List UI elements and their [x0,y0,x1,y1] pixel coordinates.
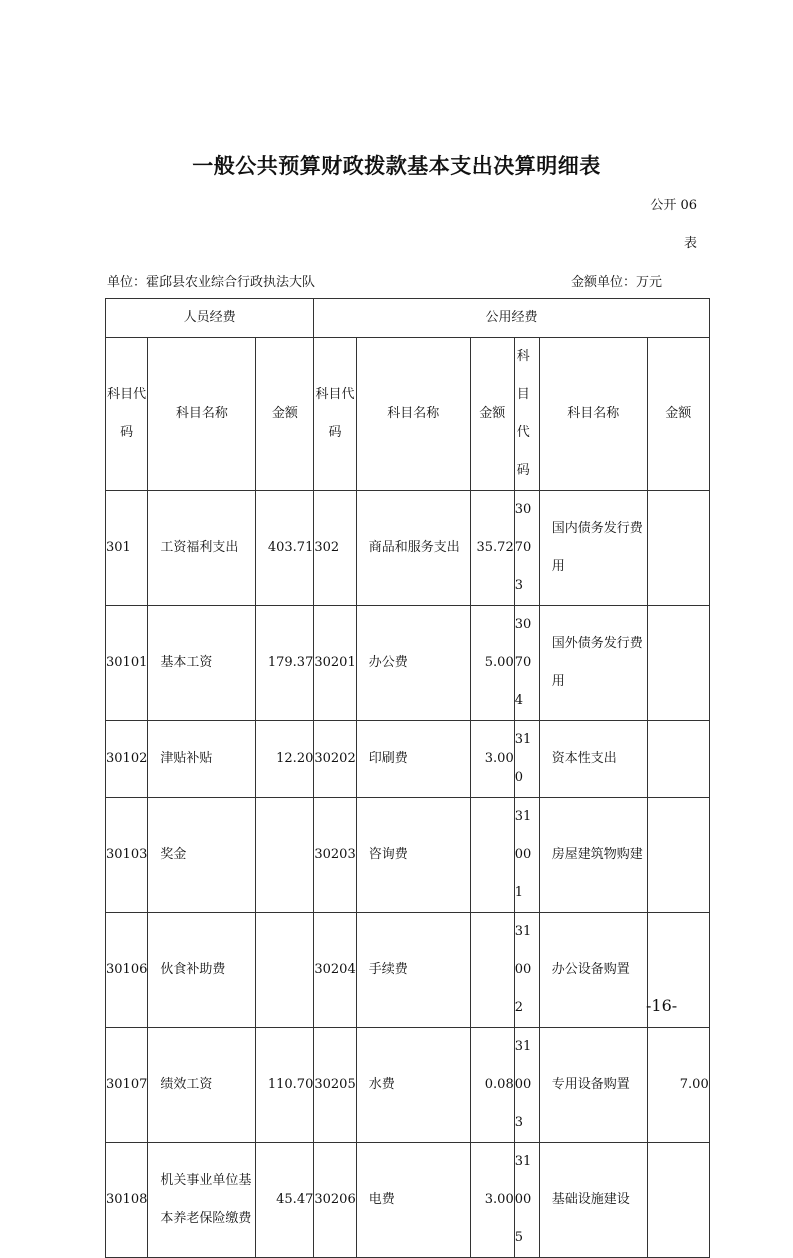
table-code-suffix: 表 [683,236,697,251]
capital-amount [647,721,709,798]
public-code: 30206 [314,1143,356,1258]
personnel-code: 301 [106,491,148,606]
personnel-name: 津贴补贴 [148,721,256,798]
personnel-name: 绩效工资 [148,1028,256,1143]
table-row [106,606,710,721]
capital-name: 资本性支出 [539,721,647,798]
money-unit-label: 金额单位：万元 [571,275,663,290]
personnel-amount: 12.20 [256,721,314,798]
capital-name: 办公设备购置 [539,913,647,1028]
capital-amount [647,798,709,913]
capital-amount [647,606,709,721]
header-name: 科目名称 [148,338,256,491]
public-code: 30203 [314,798,356,913]
personnel-name: 基本工资 [148,606,256,721]
capital-name: 国内债务发行费用 [539,491,647,606]
public-code: 30201 [314,606,356,721]
capital-amount [647,491,709,606]
personnel-name: 奖金 [148,798,256,913]
unit-label: 单位：霍邱县农业综合行政执法大队 [107,275,316,290]
group-personnel: 人员经费 [106,299,314,338]
header-code: 科目代码 [314,338,356,491]
personnel-amount: 403.71 [256,491,314,606]
table-row [106,721,710,798]
public-amount [470,798,514,913]
public-amount: 0.08 [470,1028,514,1143]
capital-code: 31003 [514,1028,539,1143]
public-code: 30204 [314,913,356,1028]
header-amount: 金额 [647,338,709,491]
public-name: 电费 [356,1143,470,1258]
personnel-amount [256,798,314,913]
public-amount: 3.00 [470,1143,514,1258]
header-amount: 金额 [256,338,314,491]
header-amount: 金额 [470,338,514,491]
public-amount [470,913,514,1028]
public-code: 302 [314,491,356,606]
capital-amount: 7.00 [647,1028,709,1143]
page-title: 一般公共预算财政拨款基本支出决算明细表 [192,154,601,178]
expenditure-table [105,298,710,1258]
public-name: 办公费 [356,606,470,721]
personnel-name: 伙食补助费 [148,913,256,1028]
personnel-code: 30101 [106,606,148,721]
personnel-code: 30108 [106,1143,148,1258]
capital-code: 31002 [514,913,539,1028]
capital-code: 30704 [514,606,539,721]
personnel-code: 30106 [106,913,148,1028]
public-code: 30205 [314,1028,356,1143]
capital-code: 30703 [514,491,539,606]
public-amount: 5.00 [470,606,514,721]
public-amount: 3.00 [470,721,514,798]
public-name: 印刷费 [356,721,470,798]
public-name: 咨询费 [356,798,470,913]
public-amount: 35.72 [470,491,514,606]
capital-code: 31001 [514,798,539,913]
table-row [106,913,710,1028]
table-code: 公开 06 [650,198,697,213]
group-public: 公用经费 [314,299,709,338]
personnel-name: 机关事业单位基本养老保险缴费 [148,1143,256,1258]
capital-name: 房屋建筑物购建 [539,798,647,913]
header-name: 科目名称 [539,338,647,491]
capital-amount [647,1143,709,1258]
public-name: 商品和服务支出 [356,491,470,606]
public-name: 水费 [356,1028,470,1143]
personnel-amount: 45.47 [256,1143,314,1258]
public-code: 30202 [314,721,356,798]
table-row [106,491,710,606]
public-name: 手续费 [356,913,470,1028]
personnel-amount: 110.70 [256,1028,314,1143]
page-number: -16- [646,996,678,1015]
capital-code: 31005 [514,1143,539,1258]
header-name: 科目名称 [356,338,470,491]
table-row [106,1028,710,1143]
capital-name: 基础设施建设 [539,1143,647,1258]
table-row [106,798,710,913]
header-code-vertical: 科 目 代 码 [514,338,539,491]
personnel-code: 30102 [106,721,148,798]
personnel-code: 30107 [106,1028,148,1143]
personnel-name: 工资福利支出 [148,491,256,606]
personnel-amount [256,913,314,1028]
personnel-amount: 179.37 [256,606,314,721]
table-row [106,1143,710,1258]
capital-code: 310 [514,721,539,798]
capital-name: 专用设备购置 [539,1028,647,1143]
header-code: 科目代码 [106,338,148,491]
capital-name: 国外债务发行费用 [539,606,647,721]
personnel-code: 30103 [106,798,148,913]
